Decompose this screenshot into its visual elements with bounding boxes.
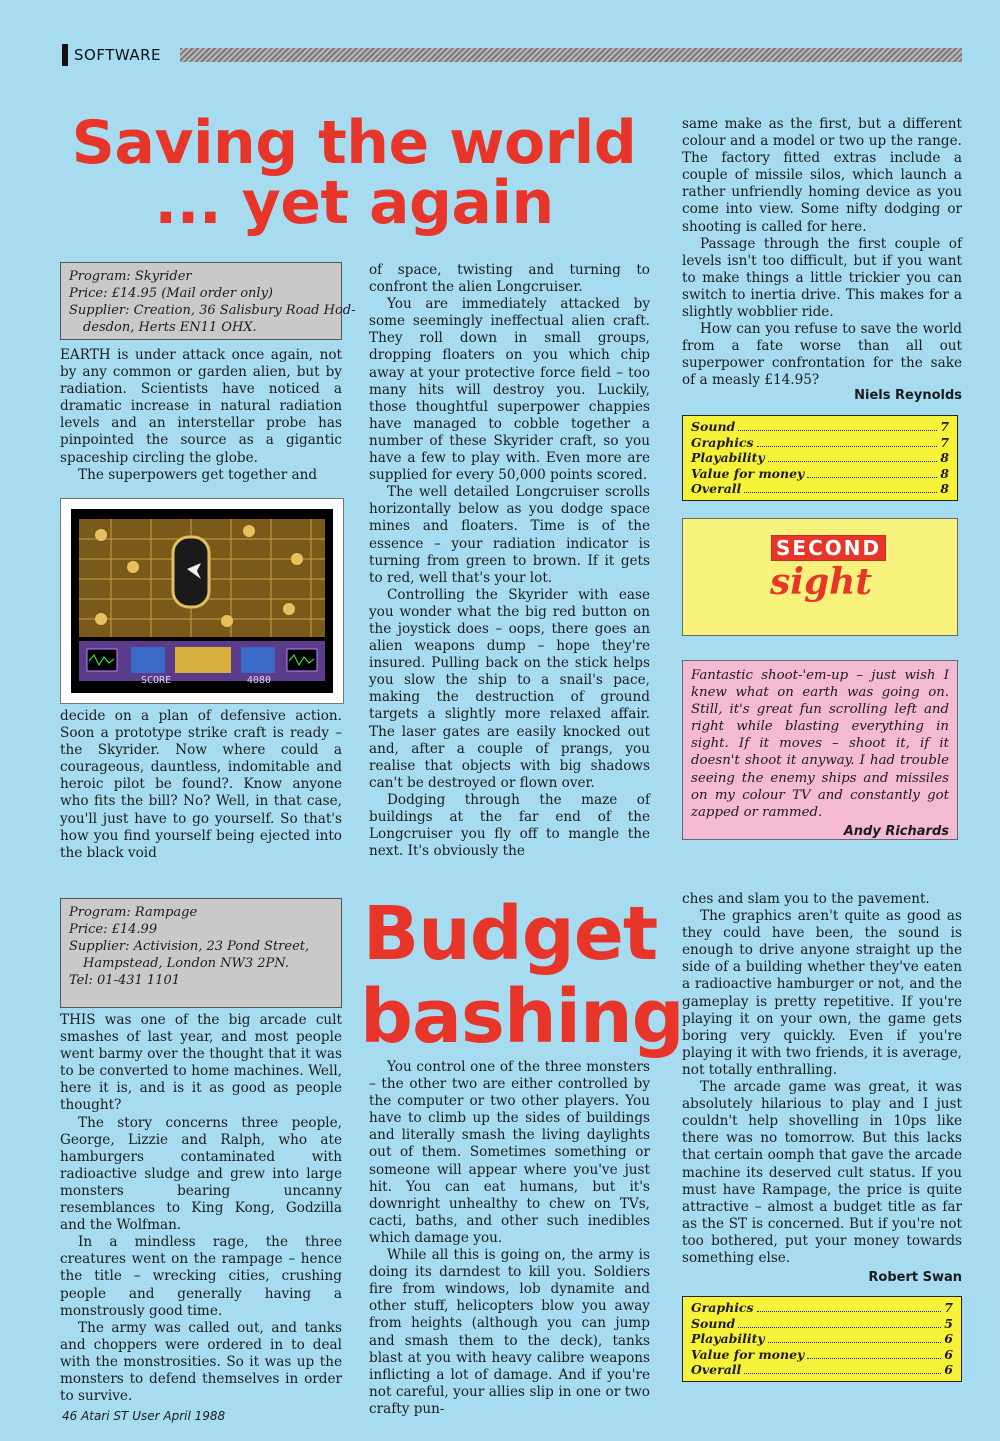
rating-label: Sound — [691, 1315, 736, 1331]
score-label: SCORE — [141, 675, 172, 686]
info-line: desdon, Herts EN11 OHX. — [83, 320, 257, 335]
paragraph: The well detailed Longcruiser scrolls horizontally below as you dodge space mines and floaters. Time is of the essence – your radiation indicator is turning from green to brown. If it gets to red, well that's your lot. — [369, 484, 650, 586]
rating-score: 5 — [944, 1315, 953, 1331]
article2-headline — [360, 891, 684, 1060]
headline-line: ... yet again — [154, 168, 554, 238]
article1-col2 — [369, 262, 650, 860]
paragraph: The army was called out, and tanks and choppers were ordered in to deal with the monstrosities. So it was up the monsters to defend themselves in order to survive. — [60, 1319, 342, 1405]
paragraph: Passage through the first couple of levels isn't too difficult, but if you want to make things a little trickier you can switch to inertia drive. This makes for a slightly wobblier ride. — [682, 235, 962, 321]
rating-score: 6 — [944, 1331, 953, 1346]
section-header — [62, 44, 962, 66]
info-line: Supplier: Creation, 36 Salisbury Road Hod- — [69, 303, 356, 318]
score-value: 4080 — [246, 675, 271, 686]
paragraph: THIS was one of the big arcade cult smashes of last year, and most people went barmy over the thought that it was to be converted to home machines. Well, here it is, and is it as good as people thought? — [60, 1012, 342, 1114]
headline-line: Budget — [362, 891, 658, 977]
rating-row — [691, 481, 949, 497]
rating-score: 6 — [944, 1362, 953, 1377]
rating-score: 7 — [940, 434, 949, 450]
second-sight-review — [682, 660, 958, 840]
rating-row — [691, 419, 949, 435]
paragraph: While all this is going on, the army is doing its darndest to kill you. Soldiers fire from windows, lob dynamite and other stuff, helicopters blow you away from heights (although you can jump and smash them to the deck), tanks blast at you with heavy calibre weapons inflicting a lot of damage. And if you're not careful, your allies slip in one or two crafty pun- — [369, 1247, 650, 1417]
review-text: Fantastic shoot-'em-up – just wish I knew what on earth was going on. Still, it's great fun scrolling left and right while blasting everything in sight. If it moves – shoot it, if it doesn't shoot it anyway. I had trouble seeing the enemy ships and missiles on my colour TV and constantly got zapped or rammed. — [691, 668, 949, 820]
article2-col2 — [369, 1059, 650, 1418]
paragraph: The superpowers get together and — [78, 466, 318, 483]
game-scene — [71, 509, 333, 693]
rating-label: Value for money — [691, 1346, 805, 1362]
paragraph: The arcade game was great, it was absolutely hilarious to play and I just couldn't help shovelling in 10ps like there was no tomorrow. But this lacks that certain oomph that gave the arcade machine its deserved cult status. If you must have Rampage, the price is quite attractive – almost a budget title as far as the ST is concerned. But if you're not too bothered, put your money towards something else. — [682, 1079, 962, 1266]
section-label: SOFTWARE — [74, 46, 162, 64]
paragraph: The story concerns three people, George, Lizzie and Ralph, who ate hamburgers contaminated with radioactive sludge and grew into large monsters bearing uncanny resemblances to King Kong, Godzilla and the Wolfman. — [60, 1114, 342, 1234]
paragraph: same make as the first, but a different colour and a model or two up the range. The factory fitted extras include a couple of missile silos, which launch a rather unfriendly homing device as you come into view. Some nifty dodging or shooting is called for here. — [682, 116, 962, 235]
info-line: Supplier: Activision, 23 Pond Street, — [69, 939, 310, 954]
second-sight-ribbon — [682, 518, 958, 636]
article1-col3 — [682, 116, 962, 390]
section-hatch-rule — [180, 48, 962, 62]
rating-score: 8 — [940, 481, 949, 496]
info-line: Program: Rampage — [69, 905, 198, 920]
paragraph: decide on a plan of defensive action. Soon a prototype strike craft is ready – the Skyrider. Now where could a courageous, dauntless, indomitable and heroic pilot be found?. Know anyone who fits the bill? No? Well, in that case, you'll just have to go yourself. So that's how you find yourself being ejected into the black void — [60, 708, 342, 861]
skyrider-screenshot — [60, 498, 344, 704]
article1-byline: Niels Reynolds — [854, 388, 962, 403]
rating-score: 8 — [940, 465, 949, 481]
rating-label: Graphics — [691, 434, 754, 450]
rating-label: Overall — [691, 1362, 742, 1377]
rating-row — [691, 1316, 953, 1332]
rating-label: Graphics — [691, 1300, 754, 1315]
skyrider-info-box — [60, 262, 356, 340]
rating-label: Value for money — [691, 465, 805, 481]
rating-label: Playability — [691, 1331, 765, 1346]
paragraph: You control one of the three monsters – the other two are either controlled by the computer or two other players. You have to climb up the sides of buildings and literally smash the living daylights out of them. Sometimes something or someone will appear where you've just hit. You can eat humans, but it's downright unhealthy to chew on TVs, cacti, baths, and other such inedibles which damage you. — [369, 1059, 650, 1246]
rating-label: Overall — [691, 481, 742, 496]
rating-score: 6 — [944, 1346, 953, 1362]
article2-byline: Robert Swan — [868, 1270, 962, 1285]
paragraph: In a mindless rage, the three creatures went on the rampage – hence the title – wrecking cities, crushing people and generally having a monstrously good time. — [60, 1234, 342, 1319]
info-line: Price: £14.95 (Mail order only) — [69, 286, 273, 301]
rating-row — [691, 466, 949, 482]
rating-score: 8 — [940, 450, 949, 465]
page-footer: 46 Atari ST User April 1988 — [62, 1409, 226, 1423]
headline-line: bashing — [360, 973, 684, 1060]
score-readout — [141, 675, 271, 689]
paragraph: The graphics aren't quite as good as they could have been, the sound is enough to drive anyone straight up the side of a building whether they've eaten a radioactive hamburger or not, and the gameplay is pretty repetitive. If you're playing it on your own, the game gets boring very quickly. Even if you're playing it with two friends, it is average, not totally enthralling. — [682, 908, 962, 1078]
headline-line: Saving the world — [71, 108, 637, 178]
article1-headline — [64, 108, 644, 238]
skyrider-ratings-box — [682, 415, 958, 501]
paragraph: Controlling the Skyrider with ease you wonder what the big red button on the joystick does – oops, there goes an alien weapons dump – hope they're insured. Pulling back on the stick helps you slow the ship to a snail's pace, making the destruction of ground targets a slightly more relaxed affair. The laser gates are easily knocked out and, after a couple of prangs, you realise that objects with big shadows can't be destroyed or flown over. — [369, 586, 650, 791]
rating-row — [691, 1300, 953, 1316]
second-badge: SECOND — [771, 535, 886, 561]
rating-score: 7 — [940, 419, 949, 434]
paragraph: Dodging through the maze of buildings at the far end of the Longcruiser you fly off to mangle the next. It's obviously the — [369, 791, 650, 860]
rating-label: Sound — [691, 419, 736, 434]
article2-col1 — [60, 1012, 342, 1405]
review-byline: Andy Richards — [843, 823, 949, 839]
info-line: Price: £14.99 — [69, 922, 158, 937]
info-line: Program: Skyrider — [69, 269, 192, 284]
paragraph: How can you refuse to save the world from a fate worse than all out superpower confrontation for the sake of a measly £14.95? — [682, 321, 962, 389]
rating-row — [691, 450, 949, 466]
paragraph: You are immediately attacked by some seemingly ineffectual alien craft. They roll down in small groups, dropping floaters on you which chip away at your protective force field – too many hits will destroy you. Luckily, those thoughtful superpower chappies have managed to cobble together a number of these Skyrider craft, so you have a few to play with. Even more are supplied for every 50,000 points scored. — [369, 296, 650, 484]
article2-col3 — [682, 891, 962, 1267]
sight-word: sight — [770, 561, 872, 603]
rating-row — [691, 1331, 953, 1347]
paragraph: EARTH is under attack once again, not by any common or garden alien, but by radiation. Scientists have noticed a dramatic increase in natural radiation levels and an interstellar probe has pinpointed the source as a gigantic spaceship circling the globe. — [60, 347, 342, 466]
game-screen — [71, 509, 333, 693]
article1-col1-bottom — [60, 708, 342, 862]
section-marker — [62, 44, 68, 66]
article1-col1-top — [60, 347, 342, 484]
rating-label: Playability — [691, 450, 765, 465]
rating-row — [691, 1362, 953, 1378]
rampage-ratings-box — [682, 1296, 962, 1382]
paragraph: of space, twisting and turning to confront the alien Longcruiser. — [369, 262, 650, 296]
rating-row — [691, 435, 949, 451]
rating-row — [691, 1347, 953, 1363]
info-line: Hampstead, London NW3 2PN. — [83, 956, 289, 971]
rampage-info-box — [60, 898, 342, 1008]
second-sight-panel — [682, 518, 958, 840]
info-line: Tel: 01-431 1101 — [69, 973, 180, 988]
rating-score: 7 — [944, 1300, 953, 1315]
paragraph: ches and slam you to the pavement. — [682, 891, 930, 907]
